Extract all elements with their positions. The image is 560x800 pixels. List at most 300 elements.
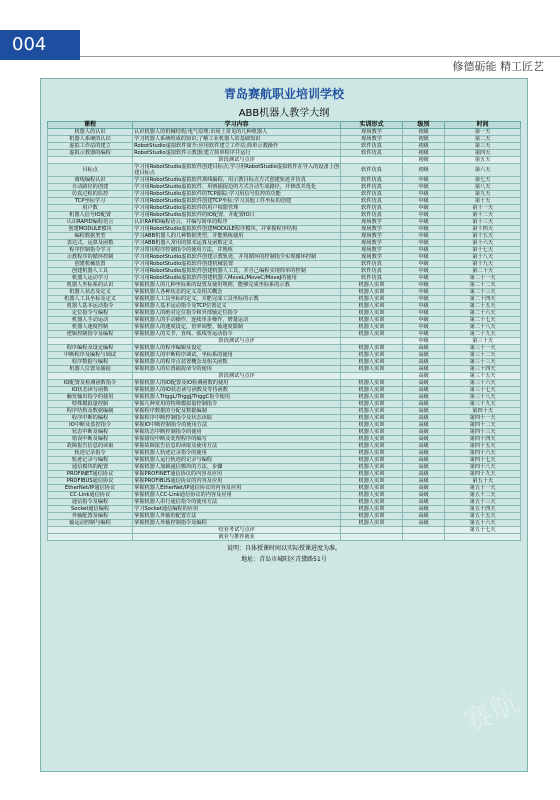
course-cell: CC-Link通信协议 xyxy=(48,492,133,499)
course-cell: 机器人工具坐标及定义 xyxy=(48,296,133,303)
level-cell: 高级 xyxy=(402,387,445,394)
level-cell: 高级 xyxy=(402,373,445,380)
course-cell: 错误中断及编程 xyxy=(48,436,133,443)
format-cell xyxy=(341,338,402,345)
content-cell: 掌握机器人运行轨迹的记录与编程 xyxy=(133,457,341,464)
format-cell: 机器人实训 xyxy=(341,513,402,520)
course-cell: 机器人信号IO配置 xyxy=(48,212,133,219)
course-cell: 外轴配置及编程 xyxy=(48,513,133,520)
note: 说明：具体授课时间以实际授课进度为准。 xyxy=(226,545,341,552)
content-cell: 掌握机器人工具坐标的定义，并能完成工具坐标的示教 xyxy=(133,296,341,303)
level-cell: 高级 xyxy=(402,478,445,485)
content-cell: 学习用RobotStudio虚拟软件创建机器人工具，并自己编程实现简单的控制 xyxy=(133,268,341,275)
course-cell: 轨迹记录与编程 xyxy=(48,457,133,464)
table-row xyxy=(48,373,521,380)
content-cell: 认识机器人的机械结构;电气原理;市场上常见的几种机器人 xyxy=(133,129,341,136)
course-cell: PROFIBUS通信协议 xyxy=(48,478,133,485)
time-cell: 第二十四天 xyxy=(445,296,521,303)
format-cell: 机器人实训 xyxy=(341,296,402,303)
table-body xyxy=(48,129,521,541)
time-cell: 第三十天 xyxy=(445,338,521,345)
content-cell: 掌握机器人CC-Link通信协议的内容及应用 xyxy=(133,492,341,499)
format-cell: 机器人实训 xyxy=(341,520,402,527)
course-cell: TCP坐标学习 xyxy=(48,198,133,205)
course-cell xyxy=(48,534,133,541)
table-row xyxy=(48,338,521,345)
format-cell: 软件仿真 xyxy=(341,212,402,219)
table-row xyxy=(48,150,521,157)
table-row xyxy=(48,492,521,499)
header-content: 学习内容 xyxy=(133,122,341,129)
level-cell: 高级 xyxy=(402,506,445,513)
content-cell: RobotStudio虚拟软件简介;应用软件建立工作站;简单示教操作 xyxy=(133,143,341,150)
table-row xyxy=(48,136,521,143)
table-row xyxy=(48,345,521,352)
table-row xyxy=(48,198,521,205)
level-cell: 高级 xyxy=(402,359,445,366)
time-cell: 第二十九天 xyxy=(445,331,521,338)
content-cell: 学习用RobotStudio虚拟软件创建TCP坐标;学习其他工件坐标的创建 xyxy=(133,198,341,205)
content-cell: 掌握机器人的几种坐标系的设置及使用规则，能够完成坐标系的示教 xyxy=(133,282,341,289)
format-cell: 现场教学 xyxy=(341,254,402,261)
table-row xyxy=(48,415,521,422)
table-row xyxy=(48,205,521,212)
time-cell: 第四天 xyxy=(445,150,521,157)
course-cell: 状态中断及编程 xyxy=(48,429,133,436)
table-row xyxy=(48,254,521,261)
course-cell: EtherNet/IP通信协议 xyxy=(48,485,133,492)
time-cell: 第三天 xyxy=(445,143,521,150)
format-cell: 机器人实训 xyxy=(341,282,402,289)
table-row xyxy=(48,499,521,506)
level-cell xyxy=(402,527,445,534)
course-cell: 离线编程认识 xyxy=(48,177,133,184)
level-cell: 中级 xyxy=(402,324,445,331)
format-cell: 软件仿真 xyxy=(341,150,402,157)
table-row xyxy=(48,387,521,394)
level-cell: 高级 xyxy=(402,422,445,429)
time-cell: 第五十二天 xyxy=(445,492,521,499)
level-cell: 中级 xyxy=(402,205,445,212)
format-cell: 软件仿真 xyxy=(341,268,402,275)
content-cell: 掌握机器人的关节，直线、弧线等运动指令 xyxy=(133,331,341,338)
content-cell: 掌握机器人轨迹记录指令的使用 xyxy=(133,450,341,457)
content-cell: 掌握机器人各种状态的定义及相关概念 xyxy=(133,289,341,296)
table-row xyxy=(48,506,521,513)
header-rule xyxy=(80,56,560,57)
content-cell: 掌握PROFINET通信协议的内容及应用 xyxy=(133,471,341,478)
table-row xyxy=(48,422,521,429)
course-cell: 程序控制指令学习 xyxy=(48,247,133,254)
address: 地址：青岛市城阳区青黛路51号 xyxy=(241,556,327,563)
level-cell: 初级 xyxy=(402,129,445,136)
content-cell: 学习用RobotStudio虚拟软件创建机械装置 xyxy=(133,261,341,268)
format-cell: 机器人实训 xyxy=(341,429,402,436)
format-cell: 机器人实训 xyxy=(341,464,402,471)
table-row xyxy=(48,177,521,184)
format-cell: 机器人实训 xyxy=(341,471,402,478)
level-cell: 中级 xyxy=(402,184,445,191)
course-title: ABB机器人教学大纲 xyxy=(238,108,330,119)
content-cell: RobotStudio虚拟软件示教器;建立简单程序并运行 xyxy=(133,150,341,157)
course-cell: 认识RAPID编程语言 xyxy=(48,219,133,226)
table-row xyxy=(48,226,521,233)
time-cell: 第九天 xyxy=(445,191,521,198)
time-cell: 第三十八天 xyxy=(445,394,521,401)
format-cell: 机器人实训 xyxy=(341,317,402,324)
table-row xyxy=(48,359,521,366)
course-cell: 自动路径的创建 xyxy=(48,184,133,191)
format-cell: 现场教学 xyxy=(341,240,402,247)
course-cell xyxy=(48,373,133,380)
table-row xyxy=(48,527,521,534)
table-row xyxy=(48,191,521,198)
format-cell: 机器人实训 xyxy=(341,359,402,366)
level-cell: 高级 xyxy=(402,485,445,492)
level-cell: 中级 xyxy=(402,240,445,247)
time-cell: 第四十三天 xyxy=(445,429,521,436)
time-cell: 第三十九天 xyxy=(445,401,521,408)
time-cell: 第三十一天 xyxy=(445,345,521,352)
course-cell: IO中断及监控指令 xyxy=(48,422,133,429)
content-cell: 学习用RobotStudio虚拟软件的IO配置，并配置IO口 xyxy=(133,212,341,219)
time-cell: 第五十四天 xyxy=(445,506,521,513)
level-cell: 高级 xyxy=(402,436,445,443)
format-cell: 机器人实训 xyxy=(341,485,402,492)
content-cell: 学习用RobotStudio虚拟软件，用画捕捉边的方式自动生成路径，并修改并优化 xyxy=(133,184,341,191)
time-cell: 第二十二天 xyxy=(445,282,521,289)
content-cell: 掌握程序数据的分配及数据编制 xyxy=(133,408,341,415)
time-cell: 第十五天 xyxy=(445,233,521,240)
time-cell: 第十九天 xyxy=(445,261,521,268)
level-cell: 高级 xyxy=(402,464,445,471)
time-cell: 第十四天 xyxy=(445,226,521,233)
time-cell: 第五十天 xyxy=(445,478,521,485)
table-row xyxy=(48,436,521,443)
table-row xyxy=(48,534,521,541)
content-cell: 学习用RobotStudio虚拟软件创建目标点;学习用RobotStudio虚拟软件在导入的设备上创建目标点 xyxy=(134,164,340,176)
table-row xyxy=(48,129,521,136)
table-row xyxy=(48,184,521,191)
time-cell: 第二天 xyxy=(445,136,521,143)
content-cell: 掌握程序中断控制指令及状态读取 xyxy=(133,415,341,422)
table-row xyxy=(48,457,521,464)
table-row xyxy=(48,429,521,436)
time-cell: 第六天 xyxy=(445,164,521,177)
course-cell: 定位指令与编程 xyxy=(48,310,133,317)
syllabus-sheet xyxy=(40,78,528,772)
level-cell: 中级 xyxy=(402,191,445,198)
table-row xyxy=(48,513,521,520)
level-cell: 初级 xyxy=(402,164,445,177)
format-cell: 软件仿真 xyxy=(341,184,402,191)
course-cell: 程序中断的编程 xyxy=(48,415,133,422)
table-row xyxy=(48,401,521,408)
table-row xyxy=(48,380,521,387)
format-cell: 软件仿真 xyxy=(341,275,402,282)
content-cell: 掌握机器人加载通信模块的方法、步骤 xyxy=(133,464,341,471)
course-cell xyxy=(48,157,133,164)
course-cell: 程序结构及数据编制 xyxy=(48,408,133,415)
time-cell: 第五十五天 xyxy=(445,513,521,520)
format-cell: 现场教学 xyxy=(341,136,402,143)
format-cell: 软件仿真 xyxy=(341,191,402,198)
format-cell: 机器人实训 xyxy=(341,331,402,338)
format-cell: 机器人实训 xyxy=(341,457,402,464)
table-row xyxy=(48,478,521,485)
table-row xyxy=(48,289,521,296)
format-cell: 机器人实训 xyxy=(341,387,402,394)
level-cell: 高级 xyxy=(402,450,445,457)
content-cell: 掌握机器人的位置捕捉命令的使用 xyxy=(133,366,341,373)
table-row xyxy=(48,485,521,492)
format-cell: 机器人实训 xyxy=(341,394,402,401)
course-cell: 通信指令及编程 xyxy=(48,499,133,506)
course-cell: 机器人基本运动指令 xyxy=(48,303,133,310)
level-cell: 高级 xyxy=(402,457,445,464)
format-cell: 机器人实训 xyxy=(341,366,402,373)
course-cell: Socket通信编程 xyxy=(48,506,133,513)
level-cell: 高级 xyxy=(402,443,445,450)
time-cell: 第十三天 xyxy=(445,219,521,226)
time-cell: 第五十一天 xyxy=(445,485,521,492)
content-cell: 掌握机器人的手动操作，连续单步操作，增量运动 xyxy=(133,317,341,324)
course-cell: 轴运动控制与编程 xyxy=(48,520,133,527)
time-cell: 第十八天 xyxy=(445,254,521,261)
table-row xyxy=(48,164,521,177)
time-cell: 第四十六天 xyxy=(445,450,521,457)
content-cell: 掌握机器人的中断程序调试，坐标系的使用 xyxy=(133,352,341,359)
level-cell: 中级 xyxy=(402,275,445,282)
time-cell: 第四十天 xyxy=(445,408,521,415)
table-row xyxy=(48,157,521,164)
level-cell: 初级 xyxy=(402,143,445,150)
level-cell: 中级 xyxy=(402,212,445,219)
time-cell: 第三十三天 xyxy=(445,359,521,366)
course-cell: 程序编程及设定编程 xyxy=(48,345,133,352)
table-row xyxy=(48,317,521,324)
course-cell: 机器人坐标系的认识 xyxy=(48,282,133,289)
time-cell: 第十六天 xyxy=(445,240,521,247)
content-cell: 学习用RobotStudio虚拟软件的用户权限管理 xyxy=(133,205,341,212)
content-cell: 掌握机器人串行通信指令的使用方法 xyxy=(133,499,341,506)
content-cell: 学习用RobotStudio虚拟软件创建MODULE程序模块，并掌握程序结构 xyxy=(133,226,341,233)
format-cell: 现场教学 xyxy=(341,129,402,136)
format-cell xyxy=(341,527,402,534)
content-cell: 学习机器人系统组成的知识;了解工业机器人的基础知识 xyxy=(133,136,341,143)
level-cell: 中级 xyxy=(402,338,445,345)
table-row xyxy=(48,394,521,401)
header-time: 时间 xyxy=(445,122,521,129)
level-cell: 中级 xyxy=(402,289,445,296)
content-cell: 学习用RobotStudio虚拟软件创建示教轨迹，并用循环的控制指令实现循环控制 xyxy=(133,254,341,261)
format-cell: 现场教学 xyxy=(341,226,402,233)
table-row xyxy=(48,212,521,219)
time-cell: 第四十二天 xyxy=(445,422,521,429)
content-cell: 学习用RobotStudio虚拟软件的TCP跟踪;学习用信号监控的功能 xyxy=(133,191,341,198)
header-format: 实训形式 xyxy=(341,122,402,129)
content-cell: 阶段测试与点评 xyxy=(133,373,341,380)
course-cell xyxy=(48,338,133,345)
content-cell: 学习ABB机器人的几种数据类型，并能熟练使用 xyxy=(133,233,341,240)
level-cell: 初级 xyxy=(402,157,445,164)
course-cell: 通信模块的配置 xyxy=(48,464,133,471)
course-cell: 虚拟示教器的编程 xyxy=(48,150,133,157)
time-cell: 第五十六天 xyxy=(445,520,521,527)
content-cell: 掌握机器人外轴控制指令及编程 xyxy=(133,520,341,527)
format-cell: 现场教学 xyxy=(341,247,402,254)
time-cell: 第七天 xyxy=(445,177,521,184)
level-cell: 中级 xyxy=(402,247,445,254)
content-cell: 掌握IO中断控制指令的使用方法 xyxy=(133,422,341,429)
course-cell: PROFINET通信协议 xyxy=(48,471,133,478)
time-cell: 第三十五天 xyxy=(445,373,521,380)
time-cell: 第三十六天 xyxy=(445,380,521,387)
content-cell: 掌握机器人的程序编辑及设定 xyxy=(133,345,341,352)
table-row xyxy=(48,366,521,373)
format-cell: 机器人实训 xyxy=(341,436,402,443)
page-number: 004 xyxy=(12,34,47,55)
table-row xyxy=(48,310,521,317)
course-cell: 机器人位置及捕捉 xyxy=(48,366,133,373)
time-cell: 第三十二天 xyxy=(445,352,521,359)
level-cell: 高级 xyxy=(402,380,445,387)
course-cell: 表达式、运算及函数 xyxy=(48,240,133,247)
table-row xyxy=(48,520,521,527)
watermark: 赛航 xyxy=(459,685,524,740)
format-cell: 机器人实训 xyxy=(341,499,402,506)
course-cell xyxy=(48,527,133,534)
table-row xyxy=(48,450,521,457)
level-cell: 中级 xyxy=(402,282,445,289)
format-cell: 软件仿真 xyxy=(341,143,402,150)
school-title: 青岛赛航职业培训学校 xyxy=(223,87,344,101)
level-cell: 中级 xyxy=(402,331,445,338)
level-cell xyxy=(402,534,445,541)
time-cell: 第五十七天 xyxy=(445,527,521,534)
time-cell: 第四十七天 xyxy=(445,457,521,464)
format-cell: 机器人实训 xyxy=(341,422,402,429)
time-cell: 第十七天 xyxy=(445,247,521,254)
format-cell: 机器人实训 xyxy=(341,443,402,450)
format-cell: 机器人实训 xyxy=(341,303,402,310)
format-cell xyxy=(341,157,402,164)
content-cell: 掌握几种常用的特殊模拟量控制指令 xyxy=(133,401,341,408)
table-row xyxy=(48,464,521,471)
table-row xyxy=(48,275,521,282)
level-cell: 中级 xyxy=(402,296,445,303)
format-cell: 机器人实训 xyxy=(341,345,402,352)
course-cell: 特殊模拟量控制 xyxy=(48,401,133,408)
format-cell: 软件仿真 xyxy=(341,177,402,184)
level-cell: 高级 xyxy=(402,429,445,436)
content-cell: 掌握机器人的程序点装置概念及相关函数 xyxy=(133,359,341,366)
page-number-badge xyxy=(0,30,80,60)
course-cell: 程序数据与编程 xyxy=(48,359,133,366)
level-cell: 中级 xyxy=(402,177,445,184)
time-cell: 第八天 xyxy=(445,184,521,191)
header-level: 级别 xyxy=(402,122,445,129)
level-cell: 高级 xyxy=(402,415,445,422)
course-cell: 机器人手动运动 xyxy=(48,317,133,324)
format-cell xyxy=(341,534,402,541)
format-cell: 机器人实训 xyxy=(341,310,402,317)
table-row xyxy=(48,443,521,450)
table-row xyxy=(48,261,521,268)
level-cell: 高级 xyxy=(402,352,445,359)
course-cell: 轨迹记录指令 xyxy=(48,450,133,457)
format-cell: 机器人实训 xyxy=(341,492,402,499)
time-cell xyxy=(445,534,521,541)
course-cell: 用户数 xyxy=(48,205,133,212)
time-cell: 第四十五天 xyxy=(445,443,521,450)
course-cell: 逻辑控制指令及编程 xyxy=(48,331,133,338)
content-cell: 阶段测试与点评 xyxy=(133,338,341,345)
table-row xyxy=(48,219,521,226)
course-cell: 故障报告信息的读取 xyxy=(48,443,133,450)
course-cell: 机器人速度控制 xyxy=(48,324,133,331)
time-cell: 第十一天 xyxy=(445,205,521,212)
time-cell: 第二十五天 xyxy=(445,303,521,310)
format-cell: 机器人实训 xyxy=(341,380,402,387)
time-cell: 第三十四天 xyxy=(445,366,521,373)
time-cell: 第二十一天 xyxy=(445,275,521,282)
format-cell: 机器人实训 xyxy=(341,352,402,359)
format-cell: 机器人实训 xyxy=(341,415,402,422)
time-cell: 第二十八天 xyxy=(445,324,521,331)
format-cell: 机器人实训 xyxy=(341,408,402,415)
format-cell: 机器人实训 xyxy=(341,289,402,296)
level-cell: 中级 xyxy=(402,268,445,275)
time-cell: 第一天 xyxy=(445,129,521,136)
table-header-row xyxy=(48,122,521,129)
table-row xyxy=(48,247,521,254)
course-cell: 创建MODULE模块 xyxy=(48,226,133,233)
level-cell: 高级 xyxy=(402,471,445,478)
time-cell: 第四十四天 xyxy=(445,436,521,443)
content-cell: 认识RAPID编程语言，并编写简单的程序 xyxy=(133,219,341,226)
course-cell: 触发输出指令的使用 xyxy=(48,394,133,401)
content-cell: 学习常用程序控制指令的使用方法，并熟练 xyxy=(133,247,341,254)
content-cell: 掌握故障报告信息的读取及使用方法 xyxy=(133,443,341,450)
level-cell: 中级 xyxy=(402,317,445,324)
time-cell: 第五天 xyxy=(445,157,521,164)
course-cell: 机器人状态及定义 xyxy=(48,289,133,296)
level-cell: 中级 xyxy=(402,226,445,233)
content-cell: 掌握机器人基本运动指令及TCP位置定义 xyxy=(133,303,341,310)
level-cell: 高级 xyxy=(402,499,445,506)
level-cell: 初级 xyxy=(402,136,445,143)
format-cell: 软件仿真 xyxy=(341,164,402,177)
slogan: 修德砺能 精工匠艺 xyxy=(452,60,544,73)
level-cell: 中级 xyxy=(402,261,445,268)
content-cell: 掌握状态中断控制指令的使用 xyxy=(133,429,341,436)
level-cell: 初级 xyxy=(402,150,445,157)
format-cell xyxy=(341,373,402,380)
table-row xyxy=(48,268,521,275)
course-cell: 中断程序及编程与调试 xyxy=(48,352,133,359)
content-cell: 掌握机器人的速度设定，倍率调整、轴速度限制 xyxy=(133,324,341,331)
time-cell: 第四十一天 xyxy=(445,415,521,422)
course-cell: IO配置及检测函数指令 xyxy=(48,380,133,387)
format-cell: 现场教学 xyxy=(341,219,402,226)
course-cell: 机器人系统的认识 xyxy=(48,136,133,143)
table-row xyxy=(48,240,521,247)
course-cell: 创建机械装置 xyxy=(48,261,133,268)
time-cell: 第二十七天 xyxy=(445,317,521,324)
course-cell: 目标点 xyxy=(48,164,133,177)
table-row xyxy=(48,303,521,310)
